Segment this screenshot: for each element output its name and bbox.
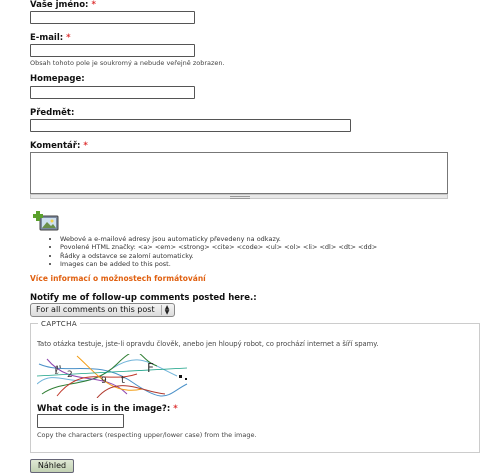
preview-button[interactable]: Náhled: [30, 459, 74, 473]
list-item: • Řádky a odstavce se zalomí automaticky.: [60, 252, 377, 260]
formatting-info-link[interactable]: Více informací o možnostech formátování: [30, 274, 206, 283]
required-mark: *: [83, 141, 88, 151]
name-label-text: Vaše jméno:: [30, 0, 89, 10]
email-label: [30, 33, 71, 43]
homepage-field[interactable]: [30, 86, 195, 99]
svg-text:F: F: [147, 361, 154, 375]
required-mark: *: [66, 33, 71, 43]
captcha-description: Tato otázka testuje, jste-li opravdu člověk, anebo jen hloupý robot, co prochází internet a šíří spamy.: [37, 340, 379, 348]
list-item: • Povolené HTML značky: <a> <em> <strong> <cite> <code> <ul> <ol> <li> <dl> <dt> <dd>: [60, 243, 377, 251]
image-add-icon[interactable]: [30, 210, 60, 232]
captcha-hint: Copy the characters (respecting upper/lower case) from the image.: [37, 431, 257, 439]
subject-field[interactable]: [30, 119, 351, 132]
captcha-legend: CAPTCHA: [38, 320, 80, 328]
name-field[interactable]: [30, 11, 195, 24]
email-description: Obsah tohoto pole je soukromý a nebude veřejně zobrazen.: [30, 59, 225, 67]
captcha-image: [37, 354, 189, 398]
captcha-question-label: [37, 404, 178, 414]
svg-text:2: 2: [67, 370, 73, 380]
notify-select[interactable]: [30, 303, 175, 317]
captcha-input[interactable]: [37, 414, 124, 428]
select-arrows-icon: ▲ ▼: [161, 305, 172, 315]
comment-label: [30, 141, 88, 151]
email-field[interactable]: [30, 44, 195, 57]
svg-text:ℓ': ℓ': [53, 363, 63, 377]
svg-text:t: t: [121, 375, 125, 386]
list-item: • Images can be added to this post.: [60, 260, 377, 268]
homepage-label: Homepage:: [30, 74, 85, 84]
notify-selected-value: For all comments on this post: [36, 305, 155, 314]
svg-text:9: 9: [101, 376, 107, 386]
captcha-question-text: What code is in the image?:: [37, 404, 171, 414]
format-tips-list: [48, 235, 377, 269]
comment-label-text: Komentář:: [30, 141, 81, 151]
name-label: [30, 0, 96, 10]
list-item: • Webové a e-mailové adresy jsou automaticky převedeny na odkazy.: [60, 235, 377, 243]
subject-label: Předmět:: [30, 108, 75, 118]
required-mark: *: [91, 0, 96, 10]
notify-label: Notify me of follow-up comments posted here.:: [30, 293, 257, 303]
required-mark: *: [173, 404, 178, 414]
textarea-resize-grip[interactable]: [30, 194, 448, 199]
grip-lines: [230, 196, 250, 199]
comment-textarea[interactable]: [30, 152, 448, 194]
email-label-text: E-mail:: [30, 33, 64, 43]
